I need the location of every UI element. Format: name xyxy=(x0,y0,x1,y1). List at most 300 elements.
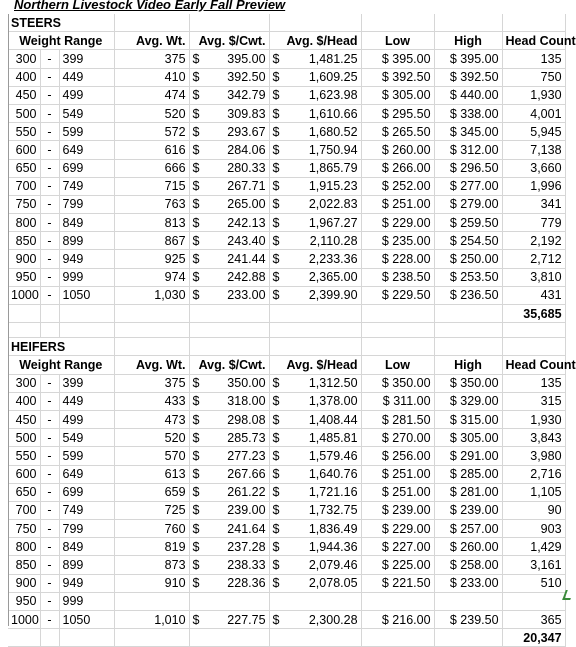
empty-cell[interactable] xyxy=(502,323,565,338)
avg-per-head[interactable]: $ 2,110.28 xyxy=(269,232,361,250)
avg-cwt[interactable]: $ 241.64 xyxy=(189,520,269,538)
avg-weight[interactable]: 910 xyxy=(114,574,189,592)
weight-to[interactable]: 799 xyxy=(59,520,114,538)
avg-per-head[interactable]: $ 1,967.27 xyxy=(269,214,361,232)
avg-cwt[interactable]: $ 318.00 xyxy=(189,392,269,410)
weight-to[interactable]: 899 xyxy=(59,556,114,574)
avg-per-head[interactable]: $ 1,915.23 xyxy=(269,177,361,195)
avg-cwt[interactable]: $ 267.66 xyxy=(189,465,269,483)
weight-dash[interactable]: - xyxy=(40,483,59,501)
avg-weight[interactable]: 715 xyxy=(114,177,189,195)
avg-per-head[interactable]: $ 2,399.90 xyxy=(269,286,361,304)
col-head-count[interactable]: Head Count xyxy=(502,356,565,374)
head-count[interactable]: 3,161 xyxy=(502,556,565,574)
avg-weight[interactable]: 659 xyxy=(114,483,189,501)
high-price[interactable]: $ 259.50 xyxy=(434,214,502,232)
low-price[interactable]: $ 251.00 xyxy=(361,195,434,213)
weight-to[interactable]: 449 xyxy=(59,68,114,86)
weight-dash[interactable]: - xyxy=(40,250,59,268)
low-price[interactable]: $ 256.00 xyxy=(361,447,434,465)
high-price[interactable]: $ 395.00 xyxy=(434,50,502,68)
empty-cell[interactable] xyxy=(59,305,114,323)
head-count[interactable]: 135 xyxy=(502,374,565,392)
weight-from[interactable]: 750 xyxy=(8,520,40,538)
high-price[interactable]: $ 350.00 xyxy=(434,374,502,392)
head-count[interactable]: 510 xyxy=(502,574,565,592)
avg-cwt[interactable]: $ 285.73 xyxy=(189,429,269,447)
avg-cwt[interactable]: $ 242.13 xyxy=(189,214,269,232)
low-price[interactable]: $ 251.00 xyxy=(361,483,434,501)
avg-cwt[interactable]: $ 350.00 xyxy=(189,374,269,392)
weight-dash[interactable]: - xyxy=(40,159,59,177)
empty-cell[interactable] xyxy=(502,14,565,32)
weight-to[interactable]: 999 xyxy=(59,268,114,286)
high-price[interactable]: $ 392.50 xyxy=(434,68,502,86)
avg-cwt[interactable]: $ 265.00 xyxy=(189,195,269,213)
weight-from[interactable]: 600 xyxy=(8,141,40,159)
avg-cwt[interactable]: $ 261.22 xyxy=(189,483,269,501)
avg-per-head[interactable]: $ 1,750.94 xyxy=(269,141,361,159)
low-price[interactable]: $ 281.50 xyxy=(361,410,434,428)
low-price[interactable]: $ 392.50 xyxy=(361,68,434,86)
head-count[interactable]: 3,980 xyxy=(502,447,565,465)
steers-total-head-count[interactable]: 35,685 xyxy=(502,305,565,323)
avg-weight[interactable]: 375 xyxy=(114,374,189,392)
low-price[interactable]: $ 239.00 xyxy=(361,501,434,519)
empty-cell[interactable] xyxy=(8,629,40,647)
avg-weight[interactable]: 570 xyxy=(114,447,189,465)
high-price[interactable]: $ 258.00 xyxy=(434,556,502,574)
weight-dash[interactable]: - xyxy=(40,141,59,159)
head-count[interactable]: 3,843 xyxy=(502,429,565,447)
weight-from[interactable]: 950 xyxy=(8,592,40,610)
head-count[interactable]: 90 xyxy=(502,501,565,519)
avg-cwt[interactable]: $ 284.06 xyxy=(189,141,269,159)
avg-weight[interactable]: 867 xyxy=(114,232,189,250)
avg-cwt[interactable]: $ 267.71 xyxy=(189,177,269,195)
avg-cwt[interactable]: $ 293.67 xyxy=(189,123,269,141)
low-price[interactable]: $ 251.00 xyxy=(361,465,434,483)
weight-from[interactable]: 1000 xyxy=(8,286,40,304)
empty-cell[interactable] xyxy=(361,305,434,323)
col-avg-cwt[interactable]: Avg. $/Cwt. xyxy=(189,356,269,374)
weight-from[interactable]: 700 xyxy=(8,501,40,519)
avg-per-head[interactable]: $ 2,022.83 xyxy=(269,195,361,213)
empty-cell[interactable] xyxy=(361,323,434,338)
col-high[interactable]: High xyxy=(434,356,502,374)
weight-from[interactable]: 950 xyxy=(8,268,40,286)
avg-per-head[interactable]: $ 1,609.25 xyxy=(269,68,361,86)
avg-weight[interactable]: 572 xyxy=(114,123,189,141)
weight-to[interactable]: 699 xyxy=(59,159,114,177)
weight-to[interactable]: 499 xyxy=(59,86,114,104)
head-count[interactable]: 1,930 xyxy=(502,410,565,428)
avg-cwt[interactable]: $ 243.40 xyxy=(189,232,269,250)
weight-dash[interactable]: - xyxy=(40,177,59,195)
low-price[interactable]: $ 228.00 xyxy=(361,250,434,268)
weight-dash[interactable]: - xyxy=(40,123,59,141)
avg-per-head[interactable]: $ 1,481.25 xyxy=(269,50,361,68)
empty-cell[interactable] xyxy=(361,629,434,647)
weight-dash[interactable]: - xyxy=(40,104,59,122)
high-price[interactable]: $ 236.50 xyxy=(434,286,502,304)
weight-from[interactable]: 500 xyxy=(8,429,40,447)
empty-cell[interactable] xyxy=(40,629,59,647)
high-price[interactable]: $ 253.50 xyxy=(434,268,502,286)
empty-cell[interactable] xyxy=(8,323,40,338)
empty-cell[interactable] xyxy=(59,323,114,338)
high-price[interactable]: $ 260.00 xyxy=(434,538,502,556)
empty-cell[interactable] xyxy=(114,338,189,356)
weight-dash[interactable]: - xyxy=(40,611,59,629)
avg-per-head[interactable]: $ 1,944.36 xyxy=(269,538,361,556)
weight-to[interactable]: 949 xyxy=(59,250,114,268)
head-count[interactable]: 779 xyxy=(502,214,565,232)
empty-cell[interactable] xyxy=(8,305,40,323)
weight-from[interactable]: 1000 xyxy=(8,611,40,629)
empty-cell[interactable] xyxy=(434,14,502,32)
weight-dash[interactable]: - xyxy=(40,50,59,68)
avg-cwt[interactable]: $ 238.33 xyxy=(189,556,269,574)
high-price[interactable]: $ 239.00 xyxy=(434,501,502,519)
weight-dash[interactable]: - xyxy=(40,447,59,465)
high-price[interactable]: $ 312.00 xyxy=(434,141,502,159)
avg-per-head[interactable]: $ 2,365.00 xyxy=(269,268,361,286)
low-price[interactable]: $ 266.00 xyxy=(361,159,434,177)
weight-from[interactable]: 300 xyxy=(8,374,40,392)
weight-to[interactable]: 599 xyxy=(59,447,114,465)
low-price[interactable]: $ 395.00 xyxy=(361,50,434,68)
weight-to[interactable]: 1050 xyxy=(59,611,114,629)
weight-dash[interactable]: - xyxy=(40,214,59,232)
high-price[interactable]: $ 239.50 xyxy=(434,611,502,629)
weight-to[interactable]: 499 xyxy=(59,410,114,428)
avg-cwt[interactable] xyxy=(189,592,269,610)
avg-cwt[interactable]: $ 239.00 xyxy=(189,501,269,519)
avg-weight[interactable]: 474 xyxy=(114,86,189,104)
high-price[interactable]: $ 250.00 xyxy=(434,250,502,268)
weight-from[interactable]: 800 xyxy=(8,214,40,232)
weight-from[interactable]: 850 xyxy=(8,556,40,574)
weight-from[interactable]: 400 xyxy=(8,68,40,86)
empty-cell[interactable] xyxy=(189,305,269,323)
weight-from[interactable]: 300 xyxy=(8,50,40,68)
low-price[interactable]: $ 238.50 xyxy=(361,268,434,286)
head-count[interactable]: 2,712 xyxy=(502,250,565,268)
head-count[interactable]: 365 xyxy=(502,611,565,629)
high-price[interactable]: $ 338.00 xyxy=(434,104,502,122)
weight-dash[interactable]: - xyxy=(40,232,59,250)
weight-to[interactable]: 949 xyxy=(59,574,114,592)
avg-per-head[interactable]: $ 1,640.76 xyxy=(269,465,361,483)
avg-cwt[interactable]: $ 242.88 xyxy=(189,268,269,286)
weight-to[interactable]: 899 xyxy=(59,232,114,250)
head-count[interactable]: 5,945 xyxy=(502,123,565,141)
avg-per-head[interactable]: $ 1,485.81 xyxy=(269,429,361,447)
high-price[interactable]: $ 305.00 xyxy=(434,429,502,447)
low-price[interactable]: $ 225.00 xyxy=(361,556,434,574)
weight-dash[interactable]: - xyxy=(40,195,59,213)
col-low[interactable]: Low xyxy=(361,356,434,374)
col-avg-head[interactable]: Avg. $/Head xyxy=(269,32,361,50)
weight-to[interactable]: 749 xyxy=(59,177,114,195)
avg-per-head[interactable]: $ 2,079.46 xyxy=(269,556,361,574)
low-price[interactable] xyxy=(361,592,434,610)
avg-per-head[interactable]: $ 1,680.52 xyxy=(269,123,361,141)
empty-cell[interactable] xyxy=(361,14,434,32)
low-price[interactable]: $ 229.00 xyxy=(361,520,434,538)
high-price[interactable]: $ 254.50 xyxy=(434,232,502,250)
avg-weight[interactable]: 813 xyxy=(114,214,189,232)
weight-from[interactable]: 450 xyxy=(8,86,40,104)
head-count[interactable]: 315 xyxy=(502,392,565,410)
avg-cwt[interactable]: $ 395.00 xyxy=(189,50,269,68)
high-price[interactable]: $ 296.50 xyxy=(434,159,502,177)
weight-to[interactable]: 649 xyxy=(59,465,114,483)
low-price[interactable]: $ 252.00 xyxy=(361,177,434,195)
avg-weight[interactable]: 974 xyxy=(114,268,189,286)
avg-cwt[interactable]: $ 277.23 xyxy=(189,447,269,465)
col-avg-wt[interactable]: Avg. Wt. xyxy=(114,356,189,374)
avg-weight[interactable]: 819 xyxy=(114,538,189,556)
weight-to[interactable]: 549 xyxy=(59,104,114,122)
empty-cell[interactable] xyxy=(189,323,269,338)
avg-per-head[interactable] xyxy=(269,592,361,610)
avg-per-head[interactable]: $ 1,579.46 xyxy=(269,447,361,465)
avg-weight[interactable]: 925 xyxy=(114,250,189,268)
empty-cell[interactable] xyxy=(189,338,269,356)
weight-from[interactable]: 550 xyxy=(8,447,40,465)
avg-weight[interactable]: 763 xyxy=(114,195,189,213)
col-low[interactable]: Low xyxy=(361,32,434,50)
empty-cell[interactable] xyxy=(40,305,59,323)
weight-to[interactable]: 549 xyxy=(59,429,114,447)
weight-dash[interactable]: - xyxy=(40,392,59,410)
weight-dash[interactable]: - xyxy=(40,374,59,392)
weight-dash[interactable]: - xyxy=(40,68,59,86)
avg-weight[interactable]: 613 xyxy=(114,465,189,483)
avg-cwt[interactable]: $ 241.44 xyxy=(189,250,269,268)
high-price[interactable] xyxy=(434,592,502,610)
empty-cell[interactable] xyxy=(502,338,565,356)
weight-to[interactable]: 599 xyxy=(59,123,114,141)
low-price[interactable]: $ 227.00 xyxy=(361,538,434,556)
avg-per-head[interactable]: $ 2,300.28 xyxy=(269,611,361,629)
avg-weight[interactable]: 410 xyxy=(114,68,189,86)
avg-cwt[interactable]: $ 227.75 xyxy=(189,611,269,629)
weight-from[interactable]: 900 xyxy=(8,250,40,268)
heifers-total-head-count[interactable]: 20,347 xyxy=(502,629,565,647)
head-count[interactable]: 1,996 xyxy=(502,177,565,195)
weight-to[interactable]: 999 xyxy=(59,592,114,610)
avg-cwt[interactable]: $ 280.33 xyxy=(189,159,269,177)
low-price[interactable]: $ 350.00 xyxy=(361,374,434,392)
col-weight-range[interactable]: Weight Range xyxy=(8,356,114,374)
avg-cwt[interactable]: $ 228.36 xyxy=(189,574,269,592)
low-price[interactable]: $ 260.00 xyxy=(361,141,434,159)
avg-per-head[interactable]: $ 1,623.98 xyxy=(269,86,361,104)
weight-from[interactable]: 400 xyxy=(8,392,40,410)
avg-per-head[interactable]: $ 1,610.66 xyxy=(269,104,361,122)
empty-cell[interactable] xyxy=(434,323,502,338)
avg-per-head[interactable]: $ 1,312.50 xyxy=(269,374,361,392)
high-price[interactable]: $ 440.00 xyxy=(434,86,502,104)
weight-to[interactable]: 749 xyxy=(59,501,114,519)
avg-weight[interactable]: 1,010 xyxy=(114,611,189,629)
weight-from[interactable]: 750 xyxy=(8,195,40,213)
avg-weight[interactable]: 760 xyxy=(114,520,189,538)
weight-from[interactable]: 900 xyxy=(8,574,40,592)
empty-cell[interactable] xyxy=(40,323,59,338)
weight-dash[interactable]: - xyxy=(40,268,59,286)
weight-dash[interactable]: - xyxy=(40,501,59,519)
empty-cell[interactable] xyxy=(269,14,361,32)
head-count[interactable]: 341 xyxy=(502,195,565,213)
avg-per-head[interactable]: $ 1,408.44 xyxy=(269,410,361,428)
avg-cwt[interactable]: $ 298.08 xyxy=(189,410,269,428)
head-count[interactable]: 3,810 xyxy=(502,268,565,286)
empty-cell[interactable] xyxy=(189,629,269,647)
head-count[interactable]: 4,001 xyxy=(502,104,565,122)
head-count[interactable]: 3,660 xyxy=(502,159,565,177)
avg-per-head[interactable]: $ 1,865.79 xyxy=(269,159,361,177)
head-count[interactable]: 903 xyxy=(502,520,565,538)
empty-cell[interactable] xyxy=(59,629,114,647)
avg-weight[interactable]: 666 xyxy=(114,159,189,177)
high-price[interactable]: $ 329.00 xyxy=(434,392,502,410)
empty-cell[interactable] xyxy=(434,629,502,647)
weight-dash[interactable]: - xyxy=(40,86,59,104)
col-head-count[interactable]: Head Count xyxy=(502,32,565,50)
empty-cell[interactable] xyxy=(114,305,189,323)
head-count[interactable]: 2,192 xyxy=(502,232,565,250)
weight-dash[interactable]: - xyxy=(40,429,59,447)
avg-weight[interactable]: 725 xyxy=(114,501,189,519)
col-avg-head[interactable]: Avg. $/Head xyxy=(269,356,361,374)
avg-weight[interactable] xyxy=(114,592,189,610)
avg-per-head[interactable]: $ 1,732.75 xyxy=(269,501,361,519)
empty-cell[interactable] xyxy=(434,338,502,356)
weight-dash[interactable]: - xyxy=(40,465,59,483)
weight-to[interactable]: 649 xyxy=(59,141,114,159)
col-avg-cwt[interactable]: Avg. $/Cwt. xyxy=(189,32,269,50)
avg-per-head[interactable]: $ 2,078.05 xyxy=(269,574,361,592)
high-price[interactable]: $ 257.00 xyxy=(434,520,502,538)
avg-cwt[interactable]: $ 309.83 xyxy=(189,104,269,122)
col-high[interactable]: High xyxy=(434,32,502,50)
avg-per-head[interactable]: $ 2,233.36 xyxy=(269,250,361,268)
avg-cwt[interactable]: $ 392.50 xyxy=(189,68,269,86)
high-price[interactable]: $ 315.00 xyxy=(434,410,502,428)
high-price[interactable]: $ 285.00 xyxy=(434,465,502,483)
low-price[interactable]: $ 305.00 xyxy=(361,86,434,104)
weight-dash[interactable]: - xyxy=(40,556,59,574)
weight-to[interactable]: 799 xyxy=(59,195,114,213)
low-price[interactable]: $ 235.00 xyxy=(361,232,434,250)
col-weight-range[interactable]: Weight Range xyxy=(8,32,114,50)
head-count[interactable]: 1,105 xyxy=(502,483,565,501)
avg-weight[interactable]: 520 xyxy=(114,429,189,447)
avg-per-head[interactable]: $ 1,836.49 xyxy=(269,520,361,538)
empty-cell[interactable] xyxy=(269,305,361,323)
low-price[interactable]: $ 311.00 xyxy=(361,392,434,410)
avg-weight[interactable]: 433 xyxy=(114,392,189,410)
head-count[interactable]: 135 xyxy=(502,50,565,68)
head-count[interactable]: 2,716 xyxy=(502,465,565,483)
low-price[interactable]: $ 295.50 xyxy=(361,104,434,122)
low-price[interactable]: $ 216.00 xyxy=(361,611,434,629)
low-price[interactable]: $ 265.50 xyxy=(361,123,434,141)
weight-from[interactable]: 550 xyxy=(8,123,40,141)
empty-cell[interactable] xyxy=(114,14,189,32)
high-price[interactable]: $ 281.00 xyxy=(434,483,502,501)
head-count[interactable]: 1,930 xyxy=(502,86,565,104)
weight-from[interactable]: 450 xyxy=(8,410,40,428)
weight-to[interactable]: 849 xyxy=(59,214,114,232)
avg-weight[interactable]: 375 xyxy=(114,50,189,68)
weight-from[interactable]: 650 xyxy=(8,159,40,177)
head-count[interactable]: 431 xyxy=(502,286,565,304)
avg-weight[interactable]: 520 xyxy=(114,104,189,122)
head-count[interactable]: 750 xyxy=(502,68,565,86)
avg-weight[interactable]: 616 xyxy=(114,141,189,159)
empty-cell[interactable] xyxy=(361,338,434,356)
empty-cell[interactable] xyxy=(189,14,269,32)
high-price[interactable]: $ 279.00 xyxy=(434,195,502,213)
weight-from[interactable]: 700 xyxy=(8,177,40,195)
weight-from[interactable]: 850 xyxy=(8,232,40,250)
head-count[interactable]: 7,138 xyxy=(502,141,565,159)
empty-cell[interactable] xyxy=(269,338,361,356)
weight-dash[interactable]: - xyxy=(40,520,59,538)
avg-weight[interactable]: 1,030 xyxy=(114,286,189,304)
weight-from[interactable]: 800 xyxy=(8,538,40,556)
empty-cell[interactable] xyxy=(434,305,502,323)
avg-weight[interactable]: 873 xyxy=(114,556,189,574)
low-price[interactable]: $ 270.00 xyxy=(361,429,434,447)
steers-label[interactable]: STEERS xyxy=(8,14,114,32)
weight-from[interactable]: 600 xyxy=(8,465,40,483)
weight-dash[interactable]: - xyxy=(40,286,59,304)
avg-cwt[interactable]: $ 237.28 xyxy=(189,538,269,556)
col-avg-wt[interactable]: Avg. Wt. xyxy=(114,32,189,50)
high-price[interactable]: $ 345.00 xyxy=(434,123,502,141)
empty-cell[interactable] xyxy=(269,629,361,647)
avg-per-head[interactable]: $ 1,378.00 xyxy=(269,392,361,410)
low-price[interactable]: $ 229.00 xyxy=(361,214,434,232)
head-count[interactable] xyxy=(502,592,565,610)
high-price[interactable]: $ 233.00 xyxy=(434,574,502,592)
high-price[interactable]: $ 291.00 xyxy=(434,447,502,465)
high-price[interactable]: $ 277.00 xyxy=(434,177,502,195)
weight-from[interactable]: 500 xyxy=(8,104,40,122)
head-count[interactable]: 1,429 xyxy=(502,538,565,556)
weight-dash[interactable]: - xyxy=(40,574,59,592)
avg-cwt[interactable]: $ 233.00 xyxy=(189,286,269,304)
low-price[interactable]: $ 221.50 xyxy=(361,574,434,592)
weight-to[interactable]: 849 xyxy=(59,538,114,556)
heifers-label[interactable]: HEIFERS xyxy=(8,338,114,356)
avg-weight[interactable]: 473 xyxy=(114,410,189,428)
weight-from[interactable]: 650 xyxy=(8,483,40,501)
empty-cell[interactable] xyxy=(269,323,361,338)
weight-to[interactable]: 449 xyxy=(59,392,114,410)
empty-cell[interactable] xyxy=(114,629,189,647)
weight-to[interactable]: 1050 xyxy=(59,286,114,304)
weight-dash[interactable]: - xyxy=(40,592,59,610)
empty-cell[interactable] xyxy=(114,323,189,338)
low-price[interactable]: $ 229.50 xyxy=(361,286,434,304)
